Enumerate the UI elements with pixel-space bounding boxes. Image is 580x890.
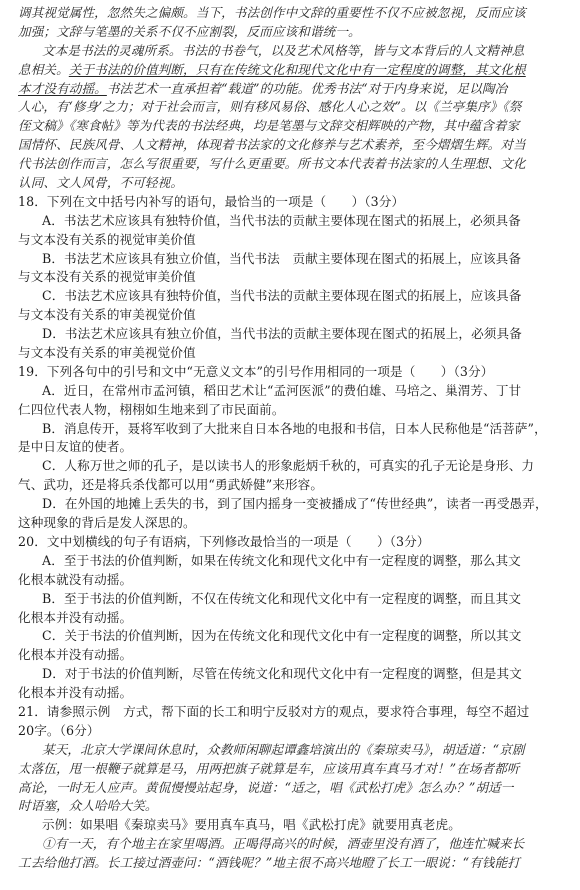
story-line: 时语塞，众人哈哈大笑。 [18,798,158,814]
question-stem: 21．请参照示例 方式，帮下面的长工和明宁反驳对方的观点，要求符合事理，每空不超过 [18,703,530,719]
story-line: 太落伍，甩一根鞭子就算是马，用两把旗子就算是车，应该用真车真马才对！”在场者都听 [18,760,520,776]
passage-line-underlined: 本才没有动摇。书法艺术一直承担着“载道”的功能。优秀书法“对于内身来说，足以陶冶 [18,80,508,96]
option-a: A．近日，在常州市孟河镇，稻田艺术让“孟河医派”的费伯雄、马培之、巢渭芳、丁甘 [42,382,522,398]
option-d: D．对于书法的价值判断，尽管在传统文化和现代文化中有一定程度的调整，但是其文 [42,666,522,682]
option-c-cont: 与文本没有关系的审美视觉价值 [18,307,196,323]
passage-line: 代书法创作而言，怎么写很重要，写什么更重要。所书文本代表着书法家的人生理想、文化 [18,156,526,172]
option-a-cont: 与文本没有关系的视觉审美价值 [18,231,196,247]
option-d-cont: 与文本没有关系的审美视觉价值 [18,345,196,361]
question-stem: 20．文中划横线的句子有语病，下列修改最恰当的一项是（ ）（3分） [18,533,430,549]
option-a: A．书法艺术应该具有独特价值，当代书法的贡献主要体现在图式的拓展上，必须具备 [42,212,521,228]
option-c: C．人称万世之师的孔子，是以读书人的形象彪炳千秋的，可真实的孔子无论是身形、力 [42,458,535,474]
question-21 [18,703,570,873]
passage-line: 侄文稿》《寒食帖》等为代表的书法经典，均是笔墨与文辞交相辉映的产物，其中蕴含着家 [18,118,520,134]
passage-line: 加强；文辞与笔墨的关系不仅不应割裂，反而应该和谐统一。 [18,23,361,39]
option-c-cont: 气、武功，还是将兵杀伐都可以用“勇武娇健”来形容。 [18,477,324,493]
option-d: D．在外国的地摊上丢失的书，到了国内摇身一变被播成了“传世经典”，读者一再受愚弄， [42,496,548,512]
question-stem-cont: 20字。（6分） [18,722,100,738]
story-line: 某天，北京大学课间休息时，众教师闲聊起谭鑫培演出的《秦琼卖马》，胡适道：“京剧 [42,741,525,757]
question-stem: 18．下列在文中括号内补写的语句，最恰当的一项是（ ）（3分） [18,193,405,209]
option-c: C．书法艺术应该具有独特价值，当代书法的贡献主要体现在图式的拓展上，应该具备 [42,288,522,304]
option-b: B．消息传开，聂将军收到了大批来自日本各地的电报和书信，日本人民称他是“活菩萨”， [42,420,547,436]
example-line: 示例：如果唱《秦琼卖马》要用真车真马，唱《武松打虎》就要用真老虎。 [42,817,461,833]
underlined-sentence: 关于书法的价值判断，只有在传统文化和现代文化中有一定程度的调整，其文化根 [68,61,526,77]
passage [18,4,570,193]
item-1-line: 工去给他打酒。长工接过酒壶问：“酒钱呢？”地主很不高兴地瞪了长工一眼说：“有钱能打 [18,855,520,871]
option-b-cont: 是中日友谊的使者。 [18,439,133,455]
option-b: B．书法艺术应该具有独立价值，当代书法 贡献主要体现在图式的拓展上，应该具备 [42,250,522,266]
option-d-cont: 化根本并没有动摇。 [18,685,133,701]
passage-line: 人心，有‘修身’之力；对于社会而言，则有移风易俗、感化人心之效”。以《兰亭集序》《祭 [18,99,522,115]
option-b-cont: 化根本并没有动摇。 [18,609,133,625]
passage-line: 认同、文人风骨，不可轻视。 [18,175,184,191]
option-c-cont: 化根本并没有动摇。 [18,647,133,663]
story-line: 高论，一时无人应声。黄侃慢慢站起身，说道：“适之，唱《武松打虎》怎么办？”胡适一 [18,779,514,795]
question-20 [18,533,570,703]
option-d-cont: 这种现象的背后是发人深思的。 [18,515,196,531]
passage-line: 调其视觉属性，忽然失之偏颇。当下，书法创作中文辞的重要性不仅不应被忽视，反而应该 [18,5,526,20]
option-a-cont: 化根本就没有动摇。 [18,571,133,587]
question-18 [18,193,570,363]
option-d: D．书法艺术应该具有独立价值，当代书法的贡献主要体现在图式的拓展上，必须具备 [42,326,522,342]
passage-line: 文本是书法的灵魂所系。书法的书卷气，以及艺术风格等，皆与文本背后的人文精神息 [42,42,525,58]
option-a-cont: 仁四位代表人物，栩栩如生地来到了市民面前。 [18,401,285,417]
passage-line: 国情怀、民族风骨、人文精神，体现着书法家的文化修养与艺术素养，至今熠熠生辉。对当 [18,137,526,153]
item-1-line: ①有一天，有个地主在家里喝酒。正喝得高兴的时候，酒壶里没有酒了，他连忙喊来长 [42,836,525,852]
option-a: A．至于书法的价值判断，如果在传统文化和现代文化中有一定程度的调整，那么其文 [42,552,521,568]
question-stem: 19．下列各句中的引号和文中“无意义文本”的引号作用相同的一项是（ ）（3分） [18,363,494,379]
option-b: B．至于书法的价值判断，不仅在传统文化和现代文化中有一定程度的调整，而且其文 [42,590,522,606]
question-19 [18,363,570,533]
option-c: C．关于书法的价值判断，因为在传统文化和现代文化中有一定程度的调整，所以其文 [42,628,522,644]
passage-line-underlined: 息相关。关于书法的价值判断，只有在传统文化和现代文化中有一定程度的调整，其文化根 [18,61,526,77]
underlined-sentence: 本才没有动摇。 [18,80,107,96]
option-b-cont: 与文本没有关系的视觉审美价值 [18,269,196,285]
